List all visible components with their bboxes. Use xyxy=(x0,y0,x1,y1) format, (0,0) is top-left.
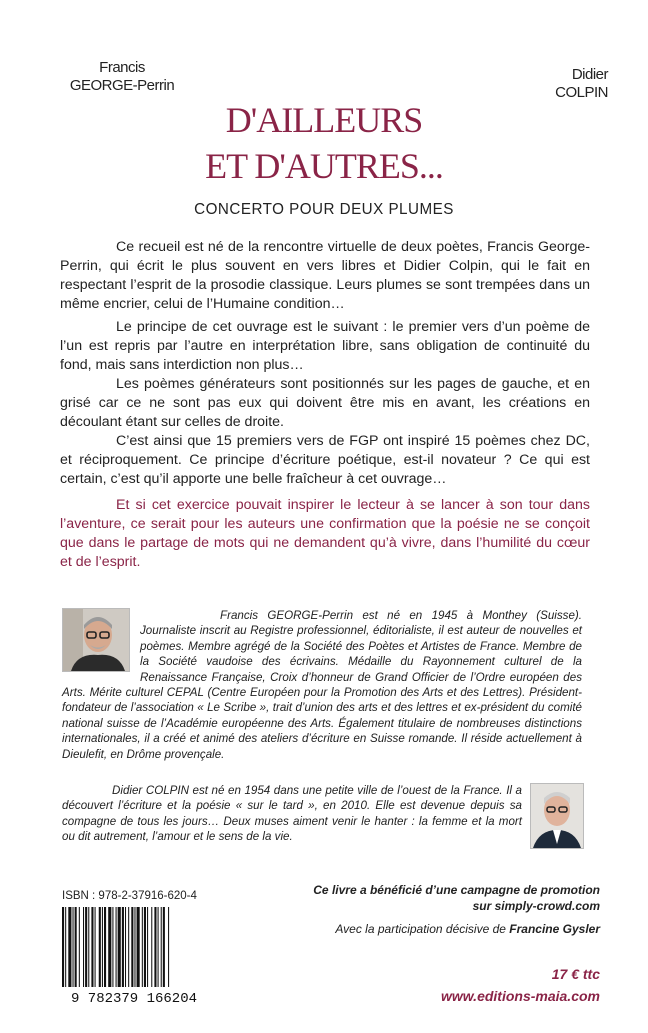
barcode-icon xyxy=(58,905,210,1005)
barcode-bar xyxy=(154,907,156,987)
barcode-digits: 9 782379 166204 xyxy=(70,991,198,1005)
barcode-bar xyxy=(68,907,71,987)
bio-didier: Didier COLPIN est né en 1954 dans une petite ville de l’ouest de la France. Il a découvert l’écriture et la poésie « sur le tard », en 2010. Elle est devenue depuis sa compagne de tous les jours… Deux muses aiment venir le hanter : la femme et la mort ou dit autrement, l’amour et le sens de la vie. xyxy=(62,784,522,844)
barcode-bar xyxy=(147,907,148,987)
bio-francis: Francis GEORGE-Perrin est né en 1945 à Monthey (Suisse). Journaliste inscrit au Registre professionnel, éditorialiste, il est auteur de nouvelles et poèmes. Membre agrégé de la Société des Poètes et Artistes de France. Membre de la Société vaudoise des écrivains. Médaille du Rayonnement culturel de la Renaissance Française, Croix d’honneur de Grand Officier de l’Ordre européen des Arts. Mérite culturel CEPAL (Centre Européen pour la Promotion des Arts et des Lettres). Président-fondateur de l’association « Le Scribe », trait d’union des arts et des lettres et ex-président du comité national suisse de l’Académie européenne des Arts. Également titulaire de nombreuses distinctions internationales, il a créé et animé des ateliers d’écriture en Suisse romande. Il réside actuellement à Dieulefit, en Drôme provençale. xyxy=(62,609,582,761)
barcode-bar xyxy=(163,907,165,987)
body-paragraph-1: Ce recueil est né de la rencontre virtuelle de deux poètes, Francis George-Perrin, qui écrit le plus souvent en vers libres et Didier Colpin, qui le fait en respectant l’esprit de la prosodie classique. Leurs plumes se sont trempées dans un même encrier, celui de l’Humaine condition… xyxy=(60,239,590,312)
author-left-first: Francis xyxy=(99,59,145,76)
book-title-line1: D'AILLEURS xyxy=(225,100,423,140)
barcode-bar xyxy=(102,907,103,987)
closing-paragraph: Et si cet exercice pouvait inspirer le lecteur à se lancer à son tour dans l’aventure, ce serait pour les auteurs une confirmation que la poésie ne se conçoit que dans le partage de mots qui ne demandent qu’à vivre, dans l’humilité du cœur et de l’esprit. xyxy=(60,497,590,570)
barcode-bar xyxy=(75,907,77,987)
barcode-bar xyxy=(137,907,140,987)
portrait-francis-icon xyxy=(63,609,129,671)
barcode-bar xyxy=(112,907,113,987)
website-link[interactable]: www.editions-maia.com xyxy=(441,988,600,1004)
promo-line-2: sur simply-crowd.com xyxy=(472,899,600,913)
promo-text xyxy=(270,882,600,914)
barcode-bar xyxy=(168,907,169,987)
participation-text xyxy=(270,922,600,936)
barcode-bar xyxy=(62,907,64,987)
barcode-bar xyxy=(118,907,121,987)
barcode-bar xyxy=(142,907,143,987)
author-photo-francis xyxy=(62,608,130,672)
barcode-bar xyxy=(99,907,101,987)
barcode-bar xyxy=(125,907,126,987)
portrait-didier-icon xyxy=(531,784,583,848)
barcode-bar xyxy=(65,907,66,987)
body-paragraph-3: Les poèmes générateurs sont positionnés sur les pages de gauche, et en grisé car ce ne sont pas eux qui doivent être mis en avant, les créations en découlant étant sur celles de droite. xyxy=(60,376,590,430)
author-right-first: Didier xyxy=(571,66,608,83)
barcode-bar xyxy=(144,907,146,987)
barcode-bar xyxy=(95,907,96,987)
promo-line-1: Ce livre a bénéficié d’une campagne de promotion xyxy=(313,883,600,897)
body-paragraph-4: C’est ainsi que 15 premiers vers de FGP ont inspiré 15 poèmes chez DC, et réciproquement. Ce principe d’écriture poétique, est-il novateur ? Ce qui est certain, c’est qu’il apporte une belle fraîcheur à cet ouvrage… xyxy=(60,433,590,487)
barcode-bar xyxy=(104,907,106,987)
author-photo-didier xyxy=(530,783,584,849)
barcode xyxy=(58,905,210,1005)
participation-prefix: Avec la participation décisive de xyxy=(335,922,506,936)
barcode-bar xyxy=(83,907,84,987)
body-paragraph-2: Le principe de cet ouvrage est le suivant : le premier vers d’un poème de l’un est repris par l’autre en interprétation libre, sans obligation de continuité du fond, mais sans interdiction non plus… xyxy=(60,319,590,373)
price: 17 € ttc xyxy=(551,966,600,982)
barcode-bar xyxy=(73,907,74,987)
barcode-bar xyxy=(85,907,87,987)
author-left xyxy=(62,59,182,95)
author-right xyxy=(508,66,608,102)
barcode-bar xyxy=(131,907,133,987)
author-left-last: GEORGE-Perrin xyxy=(69,77,175,94)
barcode-bar xyxy=(108,907,111,987)
barcode-bar xyxy=(91,907,93,987)
barcode-bar xyxy=(122,907,124,987)
barcode-bar xyxy=(158,907,159,987)
barcode-bar xyxy=(134,907,135,987)
barcode-bar xyxy=(128,907,129,987)
barcode-bar xyxy=(161,907,162,987)
barcode-bar xyxy=(116,907,117,987)
participation-name: Francine Gysler xyxy=(509,922,600,936)
book-title-line2: ET D'AUTRES... xyxy=(205,146,443,186)
book-subtitle: CONCERTO POUR DEUX PLUMES xyxy=(194,201,454,218)
barcode-bar xyxy=(88,907,89,987)
author-right-last: COLPIN xyxy=(555,84,608,101)
barcode-bar xyxy=(79,907,80,987)
isbn-label: ISBN : 978-2-37916-620-4 xyxy=(62,890,197,902)
barcode-bar xyxy=(151,907,152,987)
